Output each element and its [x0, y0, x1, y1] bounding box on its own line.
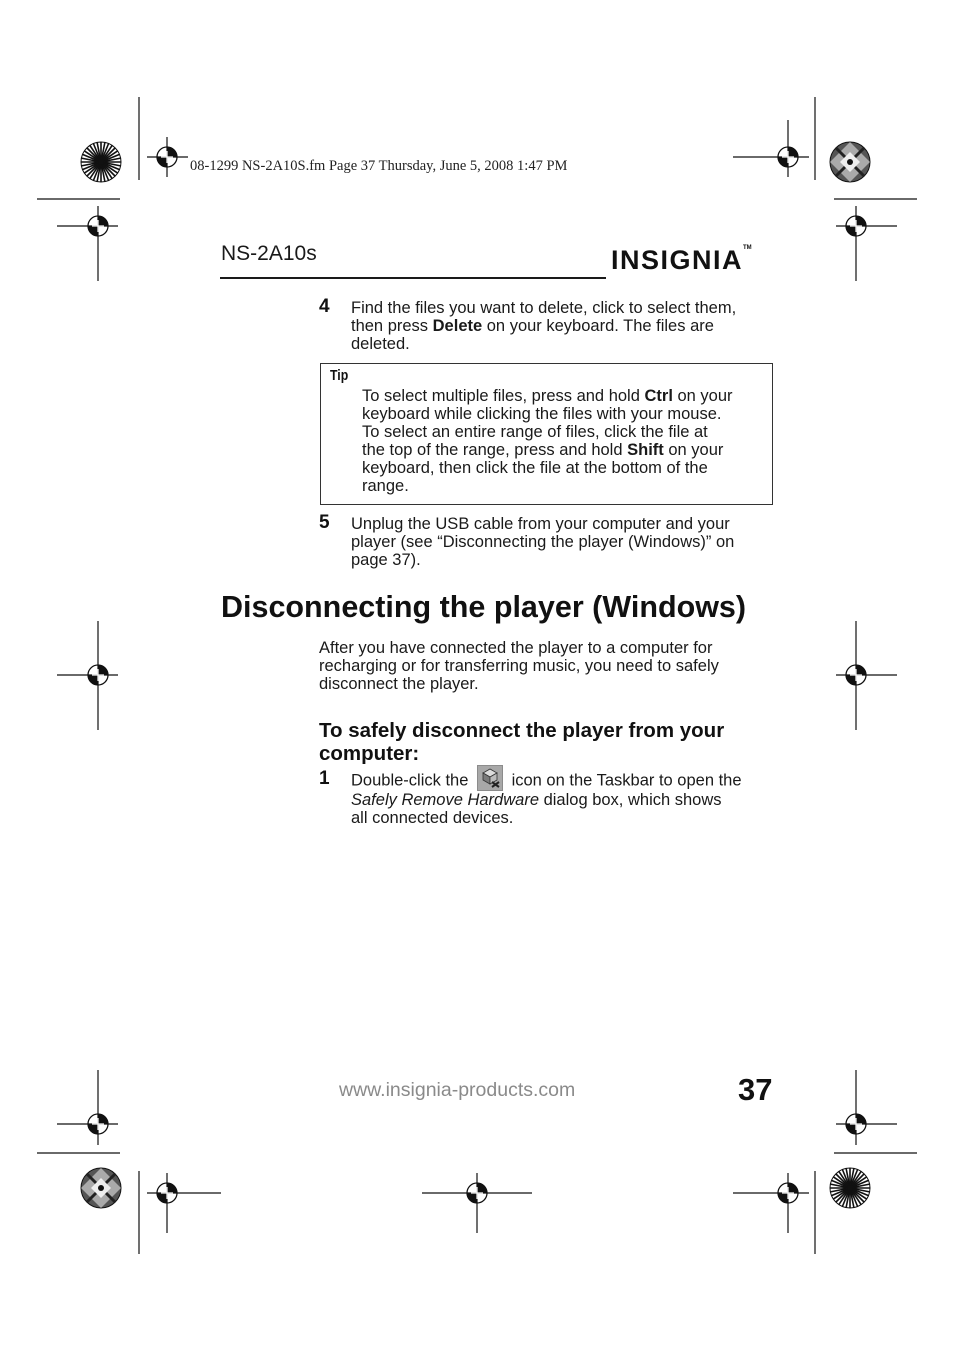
step-number: 4 — [319, 296, 330, 317]
registration-mark-icon — [846, 216, 866, 236]
page-number: 37 — [738, 1072, 773, 1107]
registration-mark-icon — [467, 1183, 487, 1203]
model-name: NS-2A10s — [221, 242, 317, 265]
brand-logo: INSIGNIA™ — [611, 245, 752, 275]
step-number: 5 — [319, 512, 330, 533]
step-5-text: Unplug the USB cable from your computer and your player (see “Disconnecting the player (Windows)” on page 37). — [351, 515, 735, 569]
registration-mark-icon — [778, 1183, 798, 1203]
step-1-text: Double-click the icon on the Taskbar to open the Safely Remove Hardware dialog box, which shows all connected devices. — [351, 771, 781, 827]
step-number: 1 — [319, 768, 330, 789]
registration-mark-icon — [88, 1114, 108, 1134]
color-target-icon — [81, 1168, 121, 1208]
section-title: Disconnecting the player (Windows) — [221, 590, 747, 624]
subheading: To safely disconnect the player from your computer: — [319, 719, 725, 765]
registration-mark-icon — [88, 665, 108, 685]
registration-mark-icon — [846, 665, 866, 685]
header-rule — [220, 277, 606, 279]
registration-mark-icon — [88, 216, 108, 236]
tip-text: To select multiple files, press and hold Ctrl on your keyboard while clicking the files with your mouse. To select an entire range of files, click the file at the top of the range, press and hold Shift on your keyboard, then click the file at the bottom of the range. — [362, 387, 733, 495]
color-target-icon — [81, 142, 121, 182]
color-target-icon — [830, 142, 870, 182]
safely-remove-hardware-icon — [477, 765, 503, 791]
section-intro: After you have connected the player to a computer for recharging or for transferring music, you need to safely disconnect the player. — [319, 639, 719, 693]
print-slug: 08-1299 NS-2A10S.fm Page 37 Thursday, June 5, 2008 1:47 PM — [190, 158, 568, 174]
registration-mark-icon — [846, 1114, 866, 1134]
registration-mark-icon — [157, 147, 177, 167]
step-4-text: Find the files you want to delete, click to select them, then press Delete on your keyboard. The files are deleted. — [351, 299, 737, 353]
registration-mark-icon — [778, 147, 798, 167]
tip-label: Tip — [330, 367, 349, 384]
registration-mark-icon — [157, 1183, 177, 1203]
footer-url: www.insignia-products.com — [339, 1079, 576, 1101]
color-target-icon — [830, 1168, 870, 1208]
